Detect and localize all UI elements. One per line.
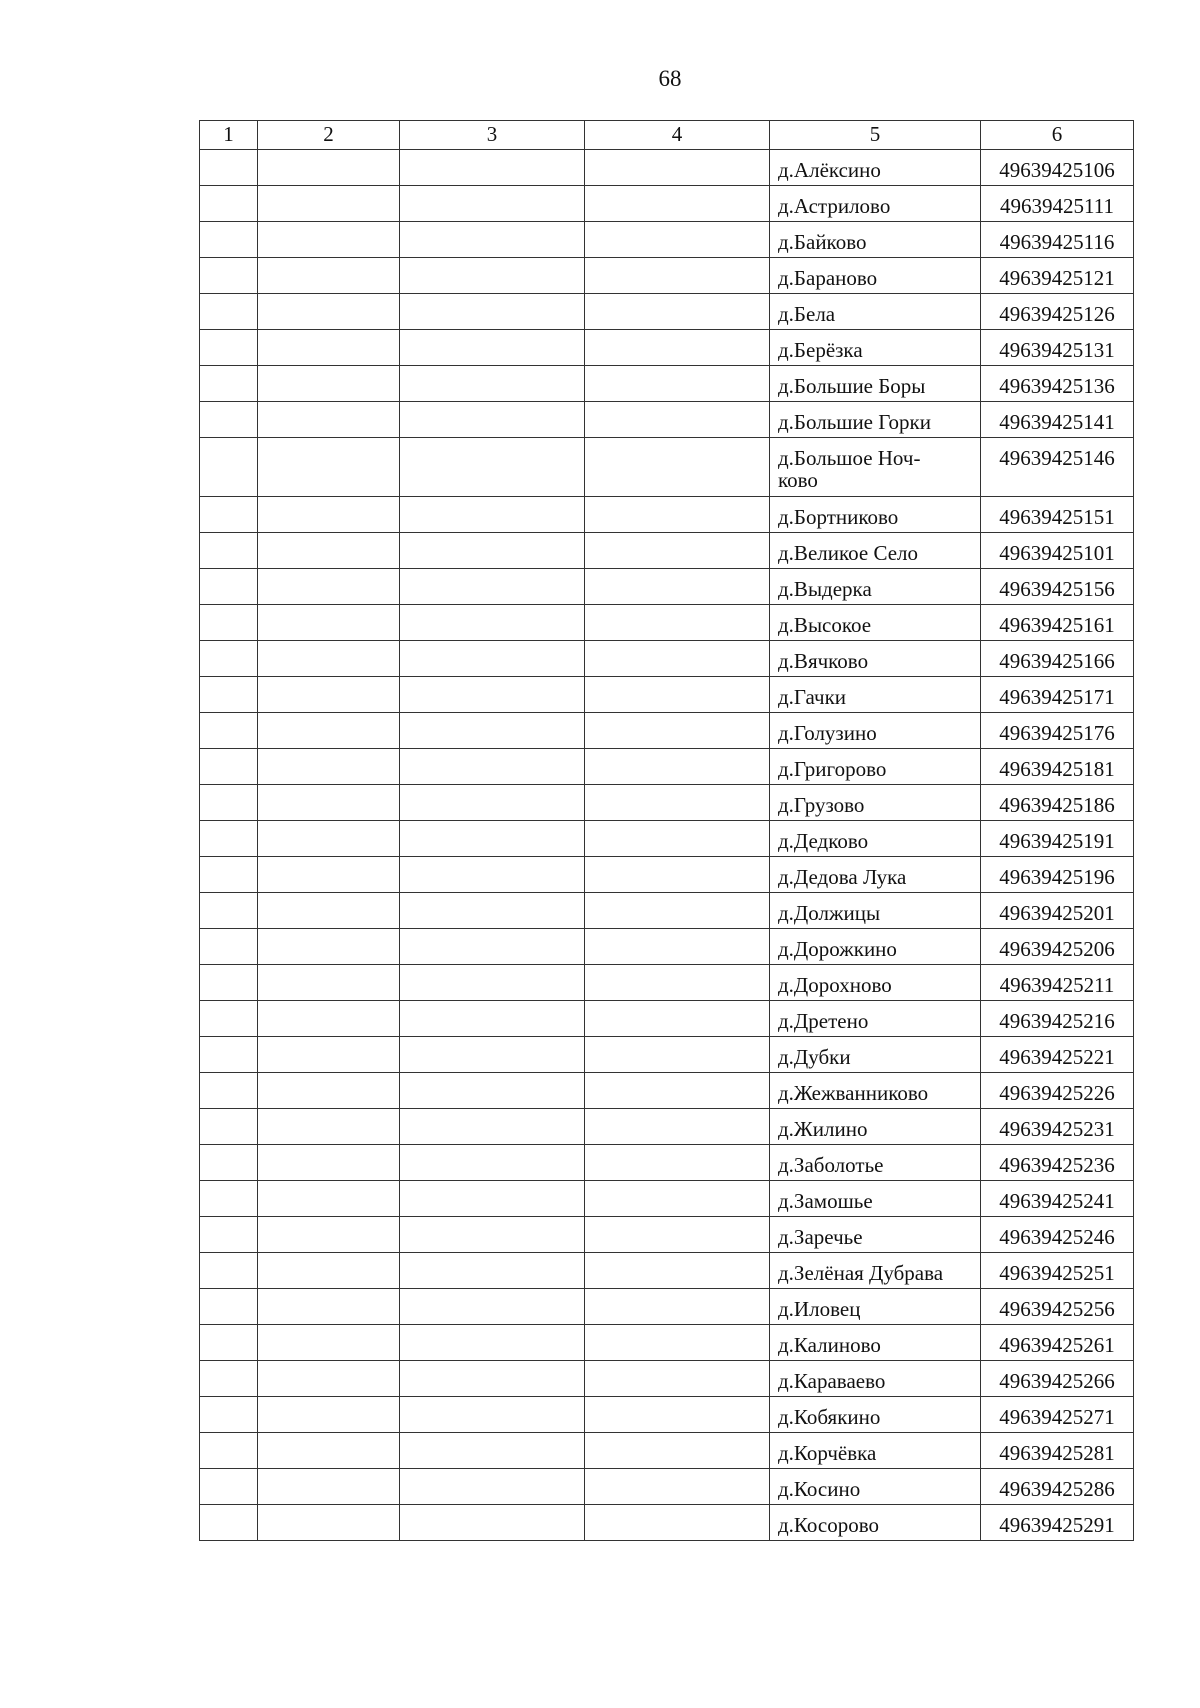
empty-cell-col-4 (585, 713, 770, 749)
empty-cell-col-2 (258, 258, 400, 294)
empty-cell-col-4 (585, 1469, 770, 1505)
empty-cell-col-1 (200, 438, 258, 497)
empty-cell-col-1 (200, 641, 258, 677)
empty-cell-col-3 (400, 749, 585, 785)
empty-cell-col-4 (585, 330, 770, 366)
empty-cell-col-3 (400, 1073, 585, 1109)
empty-cell-col-1 (200, 1109, 258, 1145)
empty-cell-col-1 (200, 1217, 258, 1253)
empty-cell-col-3 (400, 677, 585, 713)
empty-cell-col-4 (585, 929, 770, 965)
settlement-name-cell: д.Голузино (770, 713, 981, 749)
empty-cell-col-3 (400, 1217, 585, 1253)
empty-cell-col-4 (585, 222, 770, 258)
table-row (200, 929, 1134, 965)
empty-cell-col-2 (258, 929, 400, 965)
empty-cell-col-2 (258, 641, 400, 677)
empty-cell-col-1 (200, 497, 258, 533)
column-header-6: 6 (981, 121, 1134, 150)
empty-cell-col-3 (400, 605, 585, 641)
settlement-name-cell: д.Дорохново (770, 965, 981, 1001)
oktmo-code-cell: 49639425176 (981, 713, 1134, 749)
empty-cell-col-4 (585, 893, 770, 929)
table-row (200, 605, 1134, 641)
empty-cell-col-1 (200, 605, 258, 641)
empty-cell-col-4 (585, 1073, 770, 1109)
table-row (200, 150, 1134, 186)
empty-cell-col-4 (585, 497, 770, 533)
settlement-name-cell: д.Астрилово (770, 186, 981, 222)
empty-cell-col-2 (258, 366, 400, 402)
empty-cell-col-4 (585, 641, 770, 677)
settlement-name-cell: д.Калиново (770, 1325, 981, 1361)
empty-cell-col-3 (400, 366, 585, 402)
oktmo-code-cell: 49639425226 (981, 1073, 1134, 1109)
settlement-name-cell: д.Большое Ноч- ково (770, 438, 981, 497)
empty-cell-col-2 (258, 533, 400, 569)
settlement-name-cell: д.Алёксино (770, 150, 981, 186)
settlement-name-cell: д.Иловец (770, 1289, 981, 1325)
empty-cell-col-2 (258, 1037, 400, 1073)
oktmo-code-cell: 49639425231 (981, 1109, 1134, 1145)
empty-cell-col-2 (258, 1073, 400, 1109)
empty-cell-col-3 (400, 893, 585, 929)
page-number: 68 (658, 66, 682, 91)
settlement-name-cell: д.Жежванниково (770, 1073, 981, 1109)
oktmo-code-cell: 49639425136 (981, 366, 1134, 402)
header-row (200, 121, 1134, 150)
empty-cell-col-3 (400, 1397, 585, 1433)
oktmo-code-cell: 49639425206 (981, 929, 1134, 965)
empty-cell-col-4 (585, 1253, 770, 1289)
empty-cell-col-4 (585, 1037, 770, 1073)
empty-cell-col-1 (200, 186, 258, 222)
column-header-3: 3 (400, 121, 585, 150)
table-row (200, 785, 1134, 821)
empty-cell-col-4 (585, 1145, 770, 1181)
empty-cell-col-1 (200, 1325, 258, 1361)
table-row (200, 1217, 1134, 1253)
oktmo-code-cell: 49639425106 (981, 150, 1134, 186)
empty-cell-col-4 (585, 438, 770, 497)
empty-cell-col-2 (258, 150, 400, 186)
empty-cell-col-1 (200, 1001, 258, 1037)
settlements-table (199, 120, 1134, 1541)
table-row (200, 1073, 1134, 1109)
table-row (200, 1397, 1134, 1433)
settlement-name-cell: д.Грузово (770, 785, 981, 821)
empty-cell-col-4 (585, 569, 770, 605)
oktmo-code-cell: 49639425211 (981, 965, 1134, 1001)
oktmo-code-cell: 49639425121 (981, 258, 1134, 294)
oktmo-code-cell: 49639425156 (981, 569, 1134, 605)
empty-cell-col-2 (258, 713, 400, 749)
empty-cell-col-3 (400, 402, 585, 438)
empty-cell-col-4 (585, 965, 770, 1001)
empty-cell-col-1 (200, 1505, 258, 1541)
oktmo-code-cell: 49639425201 (981, 893, 1134, 929)
table-row (200, 533, 1134, 569)
table-row (200, 1001, 1134, 1037)
empty-cell-col-1 (200, 366, 258, 402)
table-row (200, 258, 1134, 294)
oktmo-code-cell: 49639425166 (981, 641, 1134, 677)
settlement-name-cell: д.Замошье (770, 1181, 981, 1217)
empty-cell-col-2 (258, 857, 400, 893)
table-row (200, 294, 1134, 330)
oktmo-code-cell: 49639425246 (981, 1217, 1134, 1253)
settlement-name-cell: д.Должицы (770, 893, 981, 929)
empty-cell-col-4 (585, 677, 770, 713)
oktmo-code-cell: 49639425281 (981, 1433, 1134, 1469)
empty-cell-col-2 (258, 1001, 400, 1037)
oktmo-code-cell: 49639425191 (981, 821, 1134, 857)
empty-cell-col-3 (400, 641, 585, 677)
oktmo-code-cell: 49639425251 (981, 1253, 1134, 1289)
empty-cell-col-4 (585, 1505, 770, 1541)
empty-cell-col-1 (200, 222, 258, 258)
table-row (200, 569, 1134, 605)
column-header-5: 5 (770, 121, 981, 150)
oktmo-code-cell: 49639425271 (981, 1397, 1134, 1433)
settlement-name-cell: д.Бела (770, 294, 981, 330)
oktmo-code-cell: 49639425126 (981, 294, 1134, 330)
table-row (200, 1253, 1134, 1289)
oktmo-code-cell: 49639425181 (981, 749, 1134, 785)
table-row (200, 438, 1134, 497)
empty-cell-col-1 (200, 965, 258, 1001)
settlement-name-cell: д.Григорово (770, 749, 981, 785)
empty-cell-col-1 (200, 713, 258, 749)
empty-cell-col-1 (200, 1361, 258, 1397)
empty-cell-col-4 (585, 821, 770, 857)
settlement-name-cell: д.Караваево (770, 1361, 981, 1397)
empty-cell-col-2 (258, 965, 400, 1001)
oktmo-code-cell: 49639425111 (981, 186, 1134, 222)
empty-cell-col-1 (200, 150, 258, 186)
empty-cell-col-4 (585, 150, 770, 186)
empty-cell-col-3 (400, 258, 585, 294)
table-row (200, 1325, 1134, 1361)
table-row (200, 1037, 1134, 1073)
empty-cell-col-4 (585, 186, 770, 222)
empty-cell-col-3 (400, 330, 585, 366)
settlement-name-cell: д.Бараново (770, 258, 981, 294)
empty-cell-col-2 (258, 785, 400, 821)
empty-cell-col-4 (585, 1361, 770, 1397)
oktmo-code-cell: 49639425256 (981, 1289, 1134, 1325)
empty-cell-col-2 (258, 1325, 400, 1361)
empty-cell-col-2 (258, 1505, 400, 1541)
oktmo-code-cell: 49639425196 (981, 857, 1134, 893)
table-row (200, 749, 1134, 785)
table-row (200, 330, 1134, 366)
table-row (200, 497, 1134, 533)
settlement-name-cell: д.Дедова Лука (770, 857, 981, 893)
table-row (200, 1469, 1134, 1505)
settlement-name-cell: д.Высокое (770, 605, 981, 641)
settlement-name-cell: д.Большие Горки (770, 402, 981, 438)
empty-cell-col-2 (258, 186, 400, 222)
empty-cell-col-4 (585, 402, 770, 438)
empty-cell-col-2 (258, 749, 400, 785)
empty-cell-col-3 (400, 438, 585, 497)
empty-cell-col-3 (400, 1289, 585, 1325)
empty-cell-col-2 (258, 402, 400, 438)
empty-cell-col-3 (400, 785, 585, 821)
empty-cell-col-4 (585, 1397, 770, 1433)
empty-cell-col-2 (258, 222, 400, 258)
table-row (200, 1361, 1134, 1397)
empty-cell-col-1 (200, 1433, 258, 1469)
table-row (200, 366, 1134, 402)
empty-cell-col-1 (200, 1469, 258, 1505)
table-row (200, 713, 1134, 749)
empty-cell-col-2 (258, 677, 400, 713)
empty-cell-col-4 (585, 605, 770, 641)
empty-cell-col-4 (585, 366, 770, 402)
settlement-name-cell: д.Бортниково (770, 497, 981, 533)
empty-cell-col-4 (585, 1001, 770, 1037)
oktmo-code-cell: 49639425261 (981, 1325, 1134, 1361)
empty-cell-col-3 (400, 1109, 585, 1145)
table-row (200, 857, 1134, 893)
empty-cell-col-2 (258, 1109, 400, 1145)
empty-cell-col-1 (200, 569, 258, 605)
empty-cell-col-2 (258, 1253, 400, 1289)
oktmo-code-cell: 49639425266 (981, 1361, 1134, 1397)
settlement-name-cell: д.Заречье (770, 1217, 981, 1253)
settlement-name-cell: д.Дретено (770, 1001, 981, 1037)
empty-cell-col-2 (258, 1469, 400, 1505)
empty-cell-col-4 (585, 785, 770, 821)
empty-cell-col-4 (585, 1433, 770, 1469)
empty-cell-col-1 (200, 785, 258, 821)
empty-cell-col-2 (258, 1289, 400, 1325)
empty-cell-col-3 (400, 1325, 585, 1361)
settlement-name-cell: д.Корчёвка (770, 1433, 981, 1469)
empty-cell-col-1 (200, 893, 258, 929)
table-row (200, 1433, 1134, 1469)
settlement-name-cell: д.Косино (770, 1469, 981, 1505)
oktmo-code-cell: 49639425291 (981, 1505, 1134, 1541)
table-row (200, 1505, 1134, 1541)
empty-cell-col-2 (258, 497, 400, 533)
empty-cell-col-2 (258, 1361, 400, 1397)
table-row (200, 1145, 1134, 1181)
table-row (200, 821, 1134, 857)
empty-cell-col-4 (585, 533, 770, 569)
empty-cell-col-1 (200, 857, 258, 893)
column-header-2: 2 (258, 121, 400, 150)
empty-cell-col-1 (200, 1253, 258, 1289)
empty-cell-col-4 (585, 258, 770, 294)
empty-cell-col-3 (400, 533, 585, 569)
empty-cell-col-2 (258, 893, 400, 929)
oktmo-code-cell: 49639425146 (981, 438, 1134, 497)
empty-cell-col-1 (200, 1037, 258, 1073)
empty-cell-col-1 (200, 533, 258, 569)
settlement-name-cell: д.Кобякино (770, 1397, 981, 1433)
settlement-name-cell: д.Выдерка (770, 569, 981, 605)
empty-cell-col-3 (400, 821, 585, 857)
empty-cell-col-1 (200, 330, 258, 366)
empty-cell-col-3 (400, 150, 585, 186)
empty-cell-col-2 (258, 294, 400, 330)
table-row (200, 677, 1134, 713)
settlement-name-cell: д.Дубки (770, 1037, 981, 1073)
empty-cell-col-4 (585, 749, 770, 785)
empty-cell-col-1 (200, 294, 258, 330)
empty-cell-col-3 (400, 1253, 585, 1289)
empty-cell-col-1 (200, 1073, 258, 1109)
empty-cell-col-3 (400, 1001, 585, 1037)
empty-cell-col-1 (200, 821, 258, 857)
oktmo-code-cell: 49639425216 (981, 1001, 1134, 1037)
empty-cell-col-2 (258, 1397, 400, 1433)
oktmo-code-cell: 49639425131 (981, 330, 1134, 366)
empty-cell-col-2 (258, 569, 400, 605)
settlement-name-cell: д.Байково (770, 222, 981, 258)
table-row (200, 402, 1134, 438)
empty-cell-col-3 (400, 1181, 585, 1217)
empty-cell-col-3 (400, 713, 585, 749)
empty-cell-col-3 (400, 857, 585, 893)
empty-cell-col-3 (400, 294, 585, 330)
oktmo-code-cell: 49639425151 (981, 497, 1134, 533)
empty-cell-col-2 (258, 1145, 400, 1181)
empty-cell-col-2 (258, 605, 400, 641)
empty-cell-col-1 (200, 1397, 258, 1433)
oktmo-code-cell: 49639425141 (981, 402, 1134, 438)
empty-cell-col-4 (585, 1217, 770, 1253)
oktmo-code-cell: 49639425186 (981, 785, 1134, 821)
settlement-name-cell: д.Заболотье (770, 1145, 981, 1181)
settlement-name-cell: д.Большие Боры (770, 366, 981, 402)
table-row (200, 641, 1134, 677)
column-header-4: 4 (585, 121, 770, 150)
empty-cell-col-4 (585, 1325, 770, 1361)
empty-cell-col-1 (200, 749, 258, 785)
table-row (200, 186, 1134, 222)
oktmo-code-cell: 49639425101 (981, 533, 1134, 569)
empty-cell-col-1 (200, 1181, 258, 1217)
empty-cell-col-2 (258, 1217, 400, 1253)
empty-cell-col-3 (400, 1433, 585, 1469)
empty-cell-col-1 (200, 258, 258, 294)
empty-cell-col-3 (400, 1037, 585, 1073)
table-body (200, 150, 1134, 1541)
empty-cell-col-3 (400, 965, 585, 1001)
empty-cell-col-4 (585, 1109, 770, 1145)
empty-cell-col-4 (585, 857, 770, 893)
settlement-name-cell: д.Вячково (770, 641, 981, 677)
empty-cell-col-1 (200, 929, 258, 965)
empty-cell-col-3 (400, 1505, 585, 1541)
empty-cell-col-3 (400, 497, 585, 533)
empty-cell-col-3 (400, 929, 585, 965)
settlement-name-cell: д.Жилино (770, 1109, 981, 1145)
empty-cell-col-1 (200, 677, 258, 713)
oktmo-code-cell: 49639425221 (981, 1037, 1134, 1073)
empty-cell-col-1 (200, 1289, 258, 1325)
empty-cell-col-4 (585, 1181, 770, 1217)
oktmo-code-cell: 49639425236 (981, 1145, 1134, 1181)
table-row (200, 893, 1134, 929)
empty-cell-col-3 (400, 569, 585, 605)
oktmo-code-cell: 49639425171 (981, 677, 1134, 713)
table-row (200, 1289, 1134, 1325)
table-row (200, 1109, 1134, 1145)
settlement-name-cell: д.Великое Село (770, 533, 981, 569)
empty-cell-col-3 (400, 186, 585, 222)
table-row (200, 965, 1134, 1001)
oktmo-code-cell: 49639425161 (981, 605, 1134, 641)
empty-cell-col-3 (400, 1361, 585, 1397)
empty-cell-col-3 (400, 1469, 585, 1505)
empty-cell-col-2 (258, 330, 400, 366)
settlement-name-cell: д.Гачки (770, 677, 981, 713)
settlement-name-cell: д.Зелёная Дубрава (770, 1253, 981, 1289)
empty-cell-col-2 (258, 438, 400, 497)
empty-cell-col-1 (200, 1145, 258, 1181)
empty-cell-col-2 (258, 1181, 400, 1217)
column-header-1: 1 (200, 121, 258, 150)
empty-cell-col-2 (258, 821, 400, 857)
oktmo-code-cell: 49639425286 (981, 1469, 1134, 1505)
oktmo-code-cell: 49639425116 (981, 222, 1134, 258)
oktmo-code-cell: 49639425241 (981, 1181, 1134, 1217)
empty-cell-col-2 (258, 1433, 400, 1469)
empty-cell-col-4 (585, 1289, 770, 1325)
table-row (200, 222, 1134, 258)
settlement-name-cell: д.Дорожкино (770, 929, 981, 965)
settlement-name-cell: д.Дедково (770, 821, 981, 857)
settlement-name-cell: д.Берёзка (770, 330, 981, 366)
empty-cell-col-3 (400, 1145, 585, 1181)
empty-cell-col-4 (585, 294, 770, 330)
empty-cell-col-1 (200, 402, 258, 438)
empty-cell-col-3 (400, 222, 585, 258)
table-row (200, 1181, 1134, 1217)
settlement-name-cell: д.Косорово (770, 1505, 981, 1541)
